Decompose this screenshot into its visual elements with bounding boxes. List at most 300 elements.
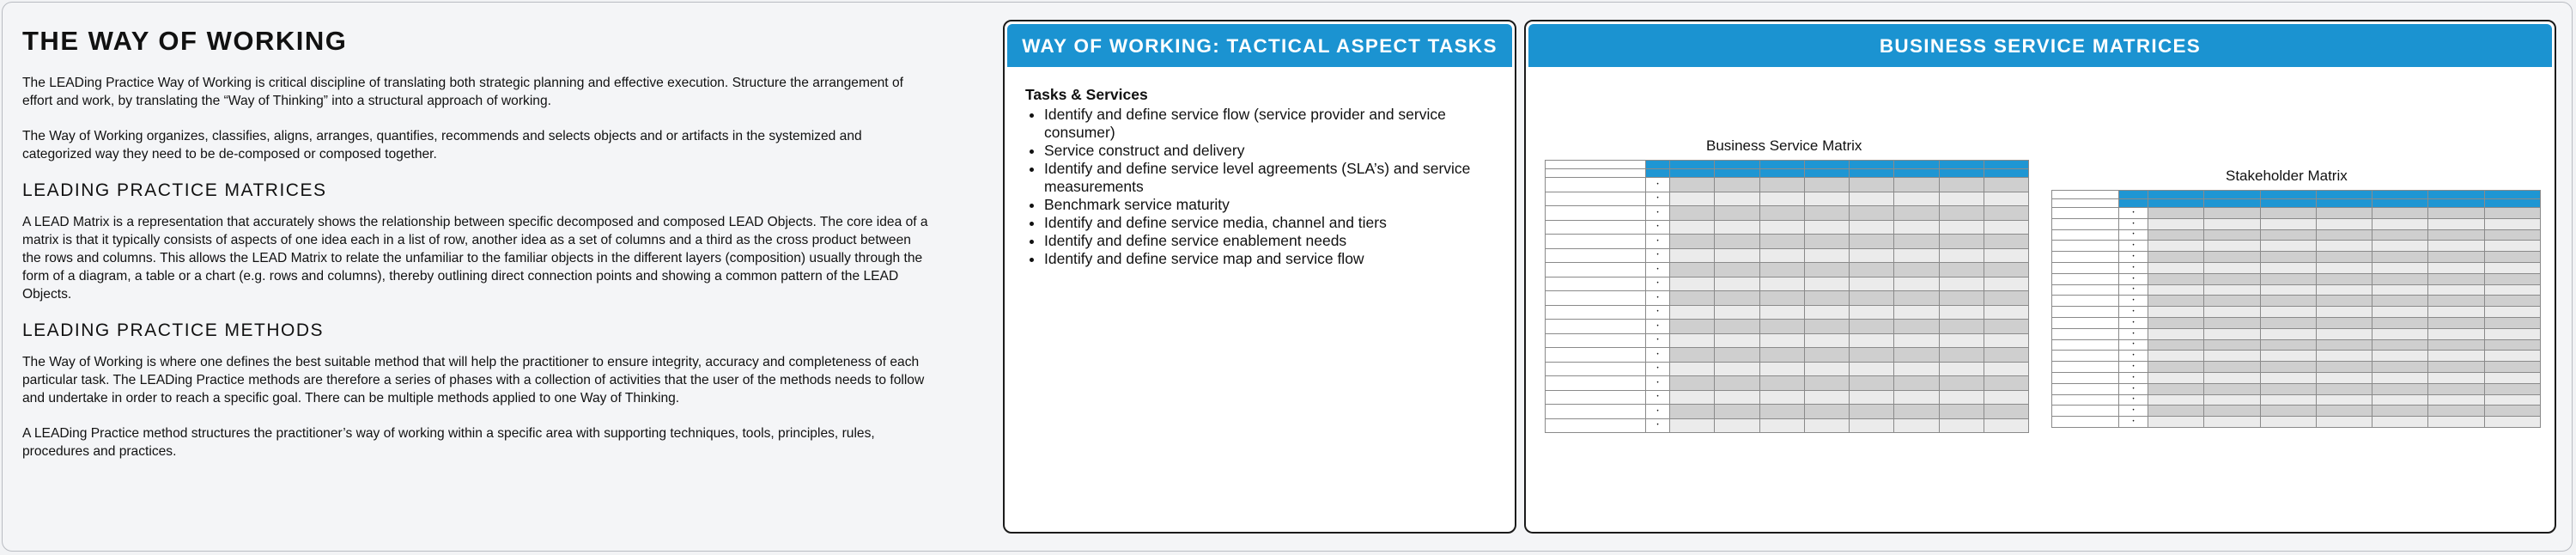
matrix-row [1546,320,2029,334]
matrix-cell [1894,291,1939,306]
matrix-cell [1894,263,1939,278]
matrix-cell [2204,273,2260,284]
matrix-cell [1939,405,1984,419]
matrix-cell [1670,248,1715,263]
matrix-dot-cell [1646,277,1670,291]
matrix-cell [1804,277,1849,291]
matrix-cell [1939,348,1984,363]
matrix-cell [1759,277,1804,291]
business-matrix-title: Business Service Matrix [1706,137,1862,154]
matrix-dot-cell [1646,206,1670,221]
task-item: • Identify and define service map and service flow [1044,250,1494,268]
matrix-cell [1939,376,1984,391]
matrix-cell [2428,383,2484,394]
matrix-header-cell [1646,161,1670,169]
matrix-cell [1804,305,1849,320]
matrix-cell [1850,348,1894,363]
matrix-cell [1850,206,1894,221]
tasks-content [1005,67,1515,287]
matrix-cell [1984,405,2028,419]
bullet-icon: • [2132,386,2135,392]
matrix-dot-cell [2119,362,2148,373]
matrix-cell [2316,284,2372,296]
matrix-cell [2428,284,2484,296]
matrix-header-row [2052,191,2541,199]
matrix-cell [2428,296,2484,307]
bullet-icon: • [1656,210,1659,216]
matrix-dot-cell [1646,220,1670,235]
matrix-cell [1939,192,1984,206]
bullet-icon: • [1656,295,1659,301]
matrix-cell [1715,248,1759,263]
matrix-row [1546,220,2029,235]
matrix-cell [1804,291,1849,306]
matrix-cell [2316,417,2372,428]
matrix-header-cell [2052,199,2119,208]
matrix-row-label [1546,192,1646,206]
business-service-matrices-panel [1524,20,2556,534]
matrix-cell [1939,178,1984,192]
matrix-header-cell [2204,191,2260,199]
matrix-dot-cell [1646,362,1670,376]
matrix-dot-cell [1646,305,1670,320]
matrix-row [1546,305,2029,320]
matrix-row [2052,351,2541,362]
matrix-cell [2372,252,2428,263]
matrix-cell [1715,376,1759,391]
matrix-cell [1759,178,1804,192]
matrix-cell [1984,418,2028,433]
matrix-header-cell [1894,169,1939,178]
matrix-header-cell [1850,161,1894,169]
matrix-cell [2316,372,2372,383]
bullet-icon: • [1656,181,1659,187]
bullet-icon: • [2132,210,2135,216]
matrix-dot-cell [2119,339,2148,351]
matrix-row [1546,277,2029,291]
matrix-cell [1894,305,1939,320]
matrices-paragraph: A LEAD Matrix is a representation that accurately shows the relationship between specific decomposed and composed LEAD Objects. The core idea of a matrix is that it typically consists of aspects of one idea each in a list of row, another idea as a set of columns and a third as the cross product between the rows and columns. This allows the LEAD Matrix to relate the unfamiliar to the familiar objects in the different layers (composition) usually through the form of a diagram, a table or a chart (e.g. rows and columns), thereby outlining direct connection points and showing a common pattern of the LEAD Objects. [22,215,928,302]
matrix-row-label [1546,320,1646,334]
matrix-cell [1850,178,1894,192]
matrix-cell [2316,273,2372,284]
matrix-header-cell [2484,199,2540,208]
matrix-cell [2204,383,2260,394]
matrix-cell [2148,417,2204,428]
matrix-cell [1850,220,1894,235]
matrix-cell [2204,307,2260,318]
matrix-row-label [1546,235,1646,249]
matrix-cell [2260,351,2316,362]
matrix-cell [1850,405,1894,419]
matrix-cell [2204,229,2260,241]
task-item: • Identify and define service level agreements (SLA’s) and service measurements [1044,160,1494,196]
matrix-cell [1939,333,1984,348]
intro-paragraph-2: The Way of Working organizes, classifies, aligns, arranges, quantifies, recommends and selects objects and or artifacts in the systemized and categorized way they need to be de-composed or composed together. [22,129,862,162]
matrix-row-label [1546,263,1646,278]
matrix-cell [2316,307,2372,318]
matrix-row [2052,362,2541,373]
matrix-cell [2484,284,2540,296]
matrix-row-label [2052,362,2119,373]
bullet-icon: • [1656,196,1659,202]
matrix-row [2052,307,2541,318]
matrix-cell [1670,277,1715,291]
bullet-icon: • [2132,342,2135,348]
matrix-cell [2260,394,2316,406]
matrix-cell [1894,362,1939,376]
matrix-cell [1894,376,1939,391]
matrix-dot-cell [2119,328,2148,339]
bullet-icon: • [1656,281,1659,287]
matrix-cell [1894,248,1939,263]
intro-paragraph-1: The LEADing Practice Way of Working is critical discipline of translating both strategic planning and effective execution. Structure the arrangement of effort and work, by translating the “Way of Thinking” into a structural approach of working. [22,76,903,108]
matrix-header-cell [1804,161,1849,169]
matrix-row [2052,262,2541,273]
matrix-cell [1804,192,1849,206]
matrix-cell [2260,296,2316,307]
matrix-cell [1984,178,2028,192]
matrix-cell [2428,273,2484,284]
matrix-dot-cell [2119,351,2148,362]
matrix-cell [2484,273,2540,284]
matrix-cell [2260,362,2316,373]
matrix-cell [2428,362,2484,373]
matrix-cell [1759,291,1804,306]
matrix-dot-cell [1646,263,1670,278]
matrix-cell [2428,307,2484,318]
methods-paragraph-1: The Way of Working is where one defines the best suitable method that will help the practitioner to ensure integrity, accuracy and completeness of each particular task. The LEADing Practice methods are therefore a series of phases with a collection of activities that the user of the methods needs to follow and undertake in order to reach a specific goal. There can be multiple methods applied to one Way of Thinking. [22,355,925,406]
matrix-header-cell [1646,169,1670,178]
matrix-row [1546,248,2029,263]
matrix-cell [1850,362,1894,376]
matrix-cell [1984,220,2028,235]
bullet-icon: • [1656,309,1659,315]
matrix-header-cell [2372,199,2428,208]
matrix-cell [2148,317,2204,328]
matrix-cell [1715,291,1759,306]
matrix-cell [2484,252,2540,263]
matrix-cell [1894,235,1939,249]
matrix-header-cell [2148,191,2204,199]
matrix-cell [1759,418,1804,433]
matrix-row-label [1546,305,1646,320]
matrix-cell [1939,277,1984,291]
matrix-header-cell [1546,161,1646,169]
matrix-row-label [1546,362,1646,376]
matrix-cell [2428,208,2484,219]
matrix-cell [1804,418,1849,433]
matrix-cell [2260,284,2316,296]
matrix-cell [2484,218,2540,229]
matrix-cell [1804,405,1849,419]
matrix-cell [2260,273,2316,284]
matrix-cell [1759,192,1804,206]
matrix-dot-cell [2119,307,2148,318]
matrix-cell [2316,383,2372,394]
matrix-header-cell [1984,169,2028,178]
matrix-cell [1939,291,1984,306]
matrix-cell [1670,405,1715,419]
matrix-cell [1670,206,1715,221]
matrix-cell [2372,317,2428,328]
matrix-cell [2316,317,2372,328]
matrix-header-cell [1984,161,2028,169]
matrix-row [2052,372,2541,383]
matrix-cell [1984,248,2028,263]
matrix-cell [2372,406,2428,417]
matrix-row-label [2052,218,2119,229]
matrix-cell [1984,320,2028,334]
bullet-icon: • [1656,253,1659,259]
matrix-row [2052,328,2541,339]
matrix-cell [2428,229,2484,241]
matrix-cell [2372,362,2428,373]
matrix-cell [1984,390,2028,405]
matrix-row [1546,263,2029,278]
matrix-cell [2204,362,2260,373]
matrix-cell [2316,296,2372,307]
matrix-header-cell [2204,199,2260,208]
matrix-row-label [2052,372,2119,383]
matrix-header-cell [2428,199,2484,208]
matrix-cell [2484,394,2540,406]
matrix-cell [1984,277,2028,291]
matrix-cell [1804,376,1849,391]
matrix-cell [2316,328,2372,339]
matrix-cell [1715,263,1759,278]
matrix-cell [1804,220,1849,235]
matrix-cell [1759,220,1804,235]
matrix-header-cell [1670,169,1715,178]
matrix-row-label [2052,406,2119,417]
matrix-cell [1894,333,1939,348]
matrix-cell [2204,351,2260,362]
matrix-cell [2148,241,2204,252]
matrix-cell [1804,178,1849,192]
matrix-row [2052,383,2541,394]
matrix-cell [2428,328,2484,339]
bullet-icon: • [2132,276,2135,282]
matrix-cell [1939,418,1984,433]
matrix-cell [1759,320,1804,334]
matrix-cell [1984,376,2028,391]
matrix-dot-cell [2119,252,2148,263]
matrix-header-cell [2372,191,2428,199]
matrix-cell [2148,252,2204,263]
matrix-cell [2484,296,2540,307]
matrix-cell [1670,348,1715,363]
bullet-icon: • [2132,375,2135,381]
matrix-header-cell [1670,161,1715,169]
matrix-dot-cell [1646,418,1670,433]
matrix-dot-cell [1646,390,1670,405]
matrix-cell [1715,305,1759,320]
matrix-row-label [1546,333,1646,348]
matrix-cell [2372,273,2428,284]
matrix-cell [1850,291,1894,306]
bullet-icon: • [2132,397,2135,403]
matrix-dot-cell [2119,296,2148,307]
matrix-header-cell [1715,169,1759,178]
bullet-icon: • [1656,338,1659,344]
matrix-cell [2316,241,2372,252]
matrix-dot-cell [1646,178,1670,192]
matrix-cell [2484,262,2540,273]
matrix-cell [1894,405,1939,419]
matrix-cell [2372,351,2428,362]
matrix-cell [2372,339,2428,351]
matrix-cell [1894,390,1939,405]
stakeholder-matrix-title: Stakeholder Matrix [2226,168,2348,184]
matrix-cell [1939,390,1984,405]
matrix-cell [2316,362,2372,373]
matrix-cell [2428,252,2484,263]
matrix-header-cell [1804,169,1849,178]
matrix-dot-cell [2119,394,2148,406]
matrix-cell [1715,235,1759,249]
matrix-cell [2316,394,2372,406]
matrix-cell [1670,362,1715,376]
bullet-icon: • [2132,287,2135,293]
tactical-panel-header: WAY OF WORKING: TACTICAL ASPECT TASKS [1007,24,1512,67]
matrix-cell [2260,417,2316,428]
matrix-header-row [1546,161,2029,169]
matrix-cell [1850,390,1894,405]
matrix-cell [2204,218,2260,229]
matrix-header-cell [1546,169,1646,178]
matrix-header-cell [1939,161,1984,169]
matrix-row-label [2052,328,2119,339]
matrix-row-label [2052,417,2119,428]
matrix-cell [1759,206,1804,221]
matrix-dot-cell [1646,291,1670,306]
matrix-cell [2484,406,2540,417]
matrix-dot-cell [2119,383,2148,394]
matrix-row [1546,405,2029,419]
matrix-row-label [2052,339,2119,351]
matrix-row [1546,348,2029,363]
matrix-cell [1670,333,1715,348]
matrix-row-label [2052,351,2119,362]
matrix-cell [1894,277,1939,291]
matrix-header-cell [2316,199,2372,208]
matrix-cell [1850,333,1894,348]
matrix-cell [2148,307,2204,318]
matrix-cell [2316,229,2372,241]
matrix-cell [2260,339,2316,351]
matrix-cell [1939,220,1984,235]
matrix-cell [2428,218,2484,229]
bullet-icon: • [2132,331,2135,337]
matrix-cell [1804,263,1849,278]
matrix-cell [2260,208,2316,219]
matrix-cell [2372,296,2428,307]
matrix-header-cell [1759,169,1804,178]
matrix-row [2052,394,2541,406]
task-item: • Service construct and delivery [1044,142,1494,160]
matrix-cell [1894,206,1939,221]
matrix-cell [1670,192,1715,206]
bullet-icon: • [1656,394,1659,400]
matrix-cell [2484,372,2540,383]
matrices-panel-header: BUSINESS SERVICE MATRICES [1528,24,2552,67]
matrix-row-label [1546,220,1646,235]
bullet-icon: • [1656,351,1659,357]
matrix-cell [2204,417,2260,428]
matrix-row-label [2052,307,2119,318]
matrix-row [2052,241,2541,252]
matrix-cell [2204,394,2260,406]
matrix-cell [1850,418,1894,433]
task-item: • Benchmark service maturity [1044,196,1494,214]
matrix-row-label [2052,273,2119,284]
matrix-cell [1850,376,1894,391]
matrix-row-label [1546,291,1646,306]
bullet-icon: • [2132,320,2135,326]
matrix-cell [1939,235,1984,249]
matrix-row [1546,206,2029,221]
bullet-icon: • [1656,266,1659,272]
matrix-cell [2204,296,2260,307]
matrix-row [1546,390,2029,405]
matrix-cell [2316,339,2372,351]
matrix-row-label [2052,296,2119,307]
matrix-cell [2148,208,2204,219]
matrix-cell [2428,417,2484,428]
matrix-cell [1715,277,1759,291]
matrix-cell [1759,305,1804,320]
matrix-cell [2148,394,2204,406]
matrix-cell [1850,305,1894,320]
matrix-header-cell [2484,191,2540,199]
matrix-row [2052,273,2541,284]
bullet-icon: • [2132,419,2135,425]
matrix-cell [2428,241,2484,252]
matrix-cell [1670,235,1715,249]
matrix-dot-cell [2119,218,2148,229]
matrix-header-cell [2260,191,2316,199]
matrix-cell [1894,178,1939,192]
matrix-cell [2204,317,2260,328]
matrix-row-label [1546,248,1646,263]
matrix-row [1546,418,2029,433]
matrix-cell [1759,235,1804,249]
matrix-dot-cell [1646,248,1670,263]
matrix-cell [2316,218,2372,229]
matrix-cell [2316,208,2372,219]
matrix-cell [2148,383,2204,394]
matrix-cell [1804,348,1849,363]
matrix-cell [2148,262,2204,273]
matrix-cell [2484,307,2540,318]
bullet-icon: • [1656,323,1659,329]
matrix-row-label [1546,405,1646,419]
tasks-title: Tasks & Services [1025,86,1148,103]
matrix-cell [1984,206,2028,221]
matrix-cell [1670,376,1715,391]
matrix-cell [1939,362,1984,376]
matrix-cell [2484,317,2540,328]
matrix-cell [2204,406,2260,417]
matrix-cell [1715,418,1759,433]
matrix-cell [1850,192,1894,206]
bullet-icon: • [2132,221,2135,227]
bullet-icon: • [2132,265,2135,271]
matrix-row-label [2052,394,2119,406]
matrix-row-label [2052,241,2119,252]
bullet-icon: • [1656,238,1659,244]
